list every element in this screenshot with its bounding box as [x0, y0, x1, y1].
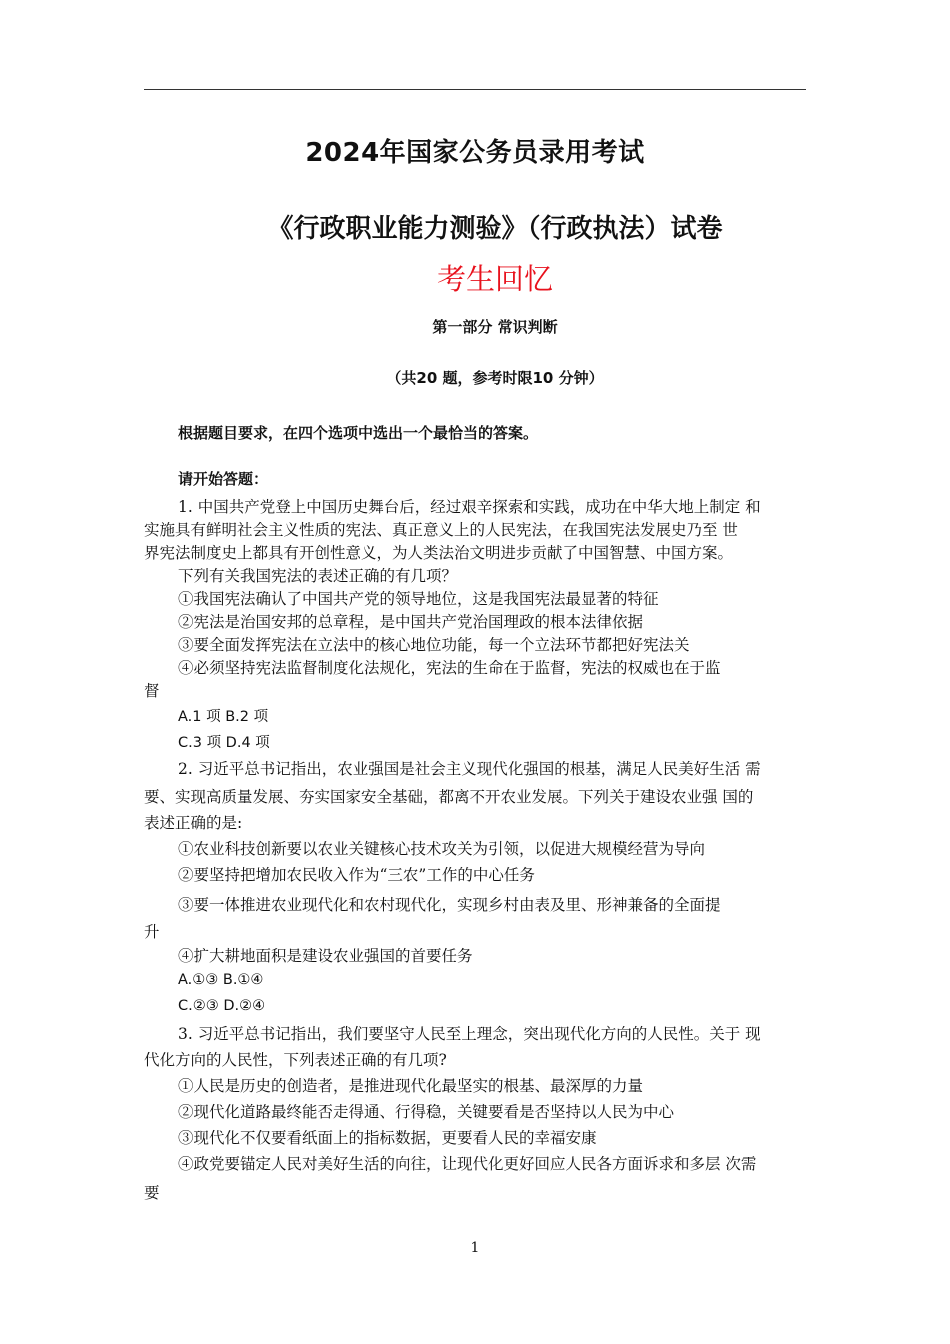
question-2-item: ③要一体推进农业现代化和农村现代化，实现乡村由表及里、形神兼备的全面提 — [178, 896, 721, 914]
question-3-line: 3. 习近平总书记指出，我们要坚守人民至上理念，突出现代化方向的人民性。关于 现 — [178, 1025, 761, 1043]
question-1-item: ①我国宪法确认了中国共产党的领导地位，这是我国宪法最显著的特征 — [178, 590, 659, 608]
question-3-item: ④政党要锚定人民对美好生活的向往，让现代化更好回应人民各方面诉求和多层 次需 — [178, 1155, 757, 1173]
question-1-line: 界宪法制度史上都具有开创性意义，为人类法治文明进步贡献了中国智慧、中国方案。 — [144, 544, 734, 562]
question-3-item: 要 — [144, 1184, 160, 1202]
question-2-item: 升 — [144, 923, 160, 941]
question-1-prompt: 下列有关我国宪法的表述正确的有几项？ — [178, 567, 458, 585]
page-number: 1 — [470, 1240, 480, 1256]
section-heading: 第一部分 常识判断 — [432, 318, 558, 336]
question-3-line: 代化方向的人民性，下列表述正确的有几项? — [144, 1051, 447, 1069]
question-1-item: ②宪法是治国安邦的总章程，是中国共产党治国理政的根本法律依据 — [178, 613, 644, 631]
question-2-options: A.①③ B.①④ — [178, 972, 264, 988]
question-2-line: 表述正确的是: — [144, 814, 243, 832]
question-3-item: ②现代化道路最终能否走得通、行得稳，关键要看是否坚持以人民为中心 — [178, 1103, 675, 1121]
exam-title: 2024年国家公务员录用考试 — [305, 138, 645, 168]
question-1-item: 督 — [144, 682, 160, 700]
question-3-item: ③现代化不仅要看纸面上的指标数据，更要看人民的幸福安康 — [178, 1129, 597, 1147]
exam-subtitle: 《行政职业能力测验》（行政执法）试卷 — [267, 214, 723, 244]
question-1-options: C.3 项 D.4 项 — [178, 735, 270, 751]
question-2-item: ②要坚持把增加农民收入作为“三农”工作的中心任务 — [178, 866, 535, 884]
header-rule — [144, 89, 806, 90]
section-timing: （共20 题，参考时限10 分钟） — [386, 369, 604, 387]
start-prompt: 请开始答题： — [178, 470, 269, 488]
question-2-item: ①农业科技创新要以农业关键核心技术攻关为引领，以促进大规模经营为导向 — [178, 840, 706, 858]
question-2-item: ④扩大耕地面积是建设农业强国的首要任务 — [178, 947, 473, 965]
recall-tag: 考生回忆 — [436, 262, 553, 296]
question-1-item: ③要全面发挥宪法在立法中的核心地位功能，每一个立法环节都把好宪法关 — [178, 636, 690, 654]
question-2-line: 要、实现高质量发展、夯实国家安全基础，都离不开农业发展。下列关于建设农业强 国的 — [144, 788, 754, 806]
question-2-line: 2. 习近平总书记指出，农业强国是社会主义现代化强国的根基，满足人民美好生活 需 — [178, 760, 761, 778]
question-2-options: C.②③ D.②④ — [178, 998, 266, 1014]
question-1-line: 1. 中国共产党登上中国历史舞台后，经过艰辛探索和实践，成功在中华大地上制定 和 — [178, 498, 761, 516]
question-3-item: ①人民是历史的创造者，是推进现代化最坚实的根基、最深厚的力量 — [178, 1077, 644, 1095]
question-1-line: 实施具有鲜明社会主义性质的宪法、真正意义上的人民宪法，在我国宪法发展史乃至 世 — [144, 521, 738, 539]
question-1-item: ④必须坚持宪法监督制度化法规化，宪法的生命在于监督，宪法的权威也在于监 — [178, 659, 721, 677]
question-1-options: A.1 项 B.2 项 — [178, 709, 269, 725]
instruction-text: 根据题目要求，在四个选项中选出一个最恰当的答案。 — [178, 424, 539, 442]
